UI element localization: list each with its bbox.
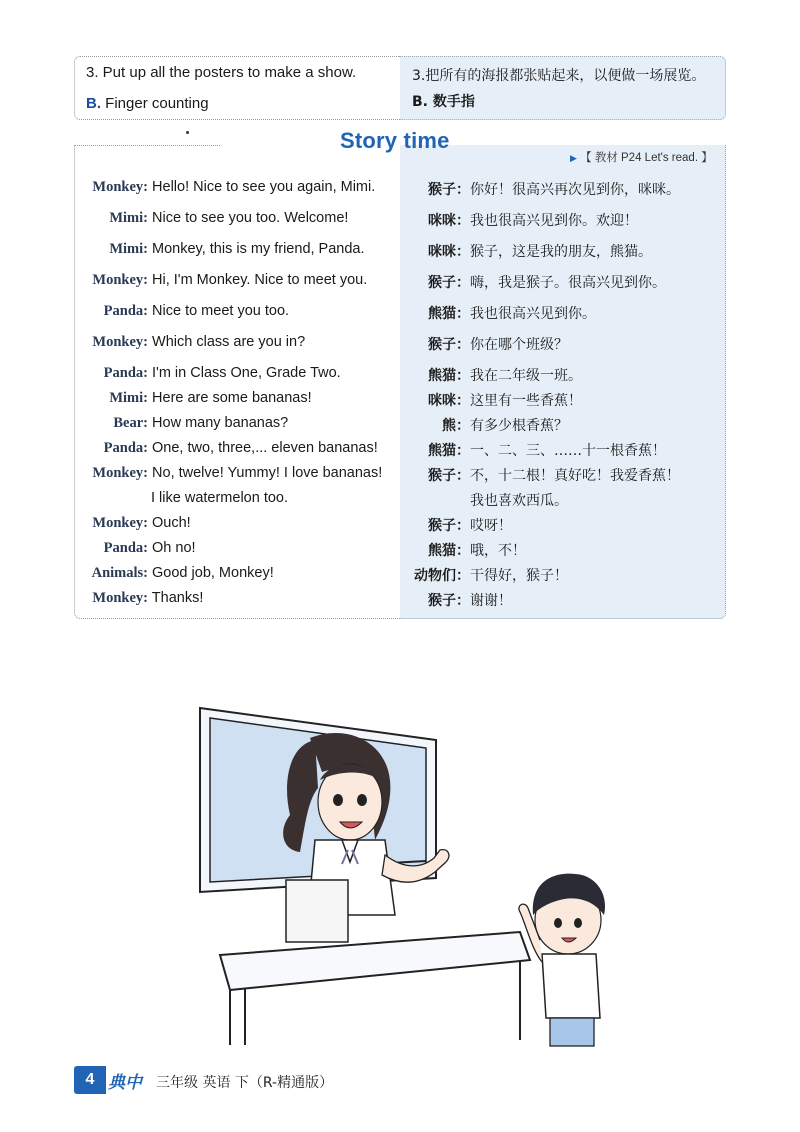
story-line-en [74,490,288,506]
dialogue-text: Oh no! [148,540,196,556]
speaker-name-zh: 熊猫： [428,543,470,559]
speaker-name: Panda: [103,303,148,319]
speaker-name: Panda: [103,365,148,381]
story-line-en [74,465,382,482]
dialogue-text-zh: 有多少根香蕉？ [470,418,568,434]
dialogue-text-zh: 你在哪个班级？ [470,337,568,353]
speaker-name: Animals: [91,565,148,581]
story-line-en [74,515,191,532]
speaker-name-zh: 熊猫： [428,443,470,459]
story-line-en [74,241,365,258]
dialogue-text-zh: 我也喜欢西瓜。 [470,493,568,509]
speaker-name: Bear: [113,415,148,431]
speaker-name-zh: 咪咪： [428,393,470,409]
speaker-name-zh: 猴子： [428,337,470,353]
dialogue-text: Good job, Monkey! [148,565,274,581]
dialogue-text: One, two, three,... eleven bananas! [148,440,378,456]
story-line-zh [404,590,512,610]
speaker-name: Monkey: [92,179,148,195]
story-line-zh [404,365,582,385]
book-title: 三年级 英语 下（R-精通版） [156,1075,334,1091]
exercise-sentence-3-zh: 3.把所有的海报都张贴起来，以便做一场展览。 [412,68,706,84]
exercise-sentence-3-en [86,64,356,81]
dialogue-text-zh: 哎呀！ [470,518,512,534]
story-line-zh [404,515,512,535]
speaker-name-zh: 猴子： [428,518,470,534]
story-line-en [74,272,367,289]
speaker-name-zh: 熊： [442,418,470,434]
dialogue-text: Nice to meet you too. [148,303,290,319]
speaker-name: Panda: [103,540,148,556]
dot-mark [186,131,189,134]
dialogue-text: Which class are you in? [148,334,306,350]
dialogue-text: Thanks! [148,590,204,606]
dialogue-text: Monkey, this is my friend, Panda. [148,241,365,257]
dialogue-text: No, twelve! Yummy! I love bananas! [148,465,383,481]
speaker-name: Mimi: [109,390,148,406]
speaker-name-zh: 熊猫： [428,306,470,322]
story-line-en [74,365,341,382]
story-line-en [74,590,203,607]
story-line-zh [404,465,680,485]
dialogue-text-zh: 我也很高兴见到你。 [470,306,596,322]
dialogue-text-zh: 这里有一些香蕉！ [470,393,582,409]
story-line-en [74,540,196,557]
story-line-zh [404,390,582,410]
dialogue-text-zh: 哦，不！ [470,543,526,559]
speaker-name-zh: 猴子： [428,468,470,484]
speaker-name: Monkey: [92,465,148,481]
speaker-name: Monkey: [92,590,148,606]
speaker-name: Monkey: [92,334,148,350]
answer-b-en [86,95,209,112]
dialogue-text: Nice to see you too. Welcome! [148,210,349,226]
speaker-name: Monkey: [92,515,148,531]
story-line-zh [404,210,638,230]
page-number: 4 [74,1066,106,1094]
speaker-name-zh: 熊猫： [428,368,470,384]
dialogue-text: How many bananas? [148,415,289,431]
speaker-name: Mimi: [109,241,148,257]
speaker-name-zh: 猴子： [428,593,470,609]
dialogue-text: Hi, I'm Monkey. Nice to meet you. [148,272,368,288]
speaker-name-zh: 咪咪： [428,213,470,229]
dialogue-text: Hello! Nice to see you again, Mimi. [148,179,376,195]
answer-b-zh: B. 数手指 [412,94,475,110]
dialogue-text-zh: 我在二年级一班。 [470,368,582,384]
story-line-zh [404,490,568,510]
page-footer [74,1066,374,1096]
story-line-zh [404,565,568,585]
story-line-en [74,303,289,320]
speaker-name-zh: 动物们： [414,568,470,584]
classroom-illustration [190,700,620,1060]
dialogue-text-zh: 你好！很高兴再次见到你，咪咪。 [470,182,680,198]
speaker-name-zh: 咪咪： [428,244,470,260]
story-line-en [74,179,375,196]
dialogue-text-zh: 一、二、三、……十一根香蕉！ [470,443,666,459]
story-line-en [74,440,378,457]
story-line-zh [404,303,596,323]
option-letter: B. [86,95,101,112]
story-line-en [74,415,288,432]
brand-logo: 典中 [108,1073,142,1093]
story-line-en [74,210,348,227]
story-line-zh [404,334,568,354]
dialogue-text: I'm in Class One, Grade Two. [148,365,341,381]
dialogue-text: Ouch! [148,515,191,531]
dialogue-text: I like watermelon too. [151,490,289,506]
dialogue-text: Here are some bananas! [148,390,312,406]
story-line-en [74,390,312,407]
reference-text: 【 教材 P24 Let's read. 】 [580,152,713,164]
speaker-name-zh: 猴子： [428,275,470,291]
story-line-zh [404,179,680,199]
story-line-en [74,565,274,582]
speaker-name-zh: 猴子： [428,182,470,198]
speaker-name: Mimi: [109,210,148,226]
dialogue-text-zh: 不，十二根！真好吃！我爱香蕉！ [470,468,680,484]
dialogue-text-zh: 干得好，猴子！ [470,568,568,584]
triangle-icon: ▶ [570,153,577,163]
dialogue-text-zh: 谢谢！ [470,593,512,609]
story-line-zh [404,440,666,460]
story-line-zh [404,415,568,435]
dialogue-text-zh: 猴子，这是我的朋友，熊猫。 [470,244,652,260]
speaker-name: Monkey: [92,272,148,288]
story-line-zh [404,272,666,292]
dialogue-text-zh: 嗨，我是猴子。很高兴见到你。 [470,275,666,291]
speaker-name: Panda: [103,440,148,456]
story-line-zh [404,241,652,261]
exercise-text: 3. Put up all the posters to make a show. [86,64,357,81]
story-line-en [74,334,305,351]
option-text: Finger counting [101,95,209,112]
story-line-zh [404,540,526,560]
section-title: Story time [340,128,450,153]
dialogue-text-zh: 我也很高兴见到你。欢迎！ [470,213,638,229]
textbook-reference [570,149,713,165]
